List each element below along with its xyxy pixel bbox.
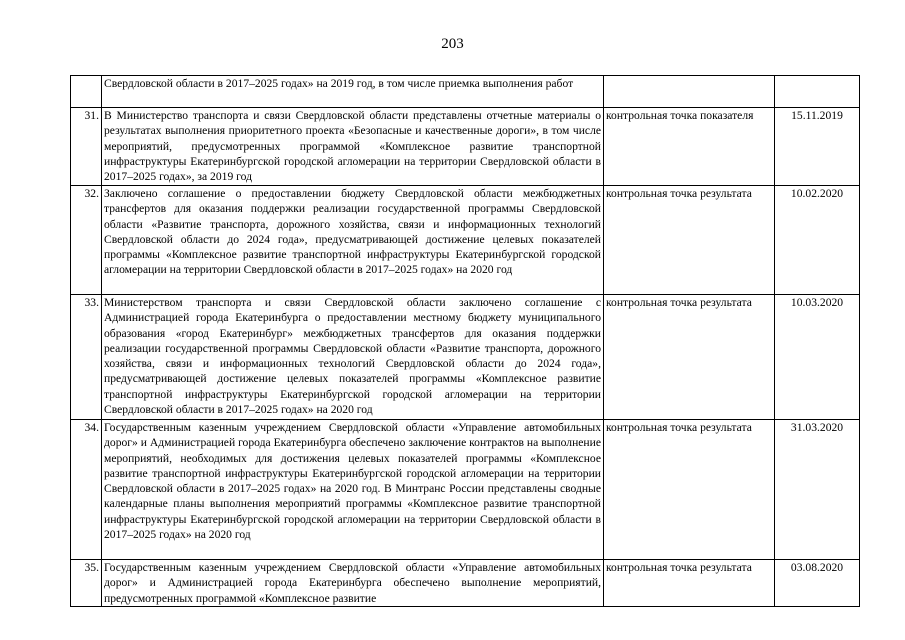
table-row xyxy=(71,295,860,420)
row-description: Государственным казенным учреждением Свердловской области «Управление автомобильных дорог» и Администрацией города Екатеринбурга обеспечено выполнение мероприятий, предусмотренных программой «Комплексное развитие xyxy=(102,560,604,607)
row-description: В Министерство транспорта и связи Свердловской области представлены отчетные материалы о результатах выполнения приоритетного проекта «Безопасные и качественные дороги», в том числе мероприятий, предусмотренных программой «Комплексное развитие транспортной инфраструктуры Екатеринбургской городской агломерации на территории Свердловской области в 2017–2025 годах», за 2019 год xyxy=(102,108,604,186)
row-number: 34. xyxy=(71,420,102,560)
row-description: Свердловской области в 2017–2025 годах» на 2019 год, в том числе приемка выполнения работ xyxy=(102,76,604,108)
table-row xyxy=(71,76,860,108)
row-description: Министерством транспорта и связи Свердловской области заключено соглашение с Администрацией города Екатеринбурга о предоставлении местному бюджету муниципального образования «город Екатеринбург» межбюджетных трансфертов для оказания поддержки реализации государственной программы Свердловской области «Развитие транспорта, дорожного хозяйства, связи и информационных технологий Свердловской области до 2024 года», предусматривающей достижение целевых показателей программы «Комплексное развитие транспортной инфраструктуры Екатеринбургской городской агломерации на территории Свердловской области в 2017–2025 годах» на 2020 год xyxy=(102,295,604,420)
row-date: 15.11.2019 xyxy=(775,108,860,186)
row-number: 31. xyxy=(71,108,102,186)
row-type: контрольная точка результата xyxy=(604,186,775,295)
row-number xyxy=(71,76,102,108)
row-date: 10.02.2020 xyxy=(775,186,860,295)
table-row xyxy=(71,108,860,186)
row-date: 10.03.2020 xyxy=(775,295,860,420)
row-number: 35. xyxy=(71,560,102,607)
row-description: Заключено соглашение о предоставлении бюджету Свердловской области межбюджетных трансфертов для оказания поддержки реализации государственной программы Свердловской области «Развитие транспорта, дорожного хозяйства, связи и информационных технологий Свердловской области до 2024 года», предусматривающей достижение целевых показателей программы «Комплексное развитие транспортной инфраструктуры Екатеринбургской городской агломерации на территории Свердловской области в 2017–2025 годах» на 2020 год xyxy=(102,186,604,295)
row-date: 03.08.2020 xyxy=(775,560,860,607)
table-row xyxy=(71,420,860,560)
row-type xyxy=(604,76,775,108)
row-number: 32. xyxy=(71,186,102,295)
row-type: контрольная точка результата xyxy=(604,560,775,607)
table-row xyxy=(71,186,860,295)
row-type: контрольная точка показателя xyxy=(604,108,775,186)
row-description: Государственным казенным учреждением Свердловской области «Управление автомобильных дорог» и Администрацией города Екатеринбурга обеспечено заключение контрактов на выполнение мероприятий, необходимых для достижения целевых показателей программы «Комплексное развитие транспортной инфраструктуры Екатеринбургской городской агломерации на территории Свердловской области в 2017–2025 годах» на 2020 год. В Минтранс России представлены сводные календарные планы выполнения мероприятий программы «Комплексное развитие транспортной инфраструктуры Екатеринбургской городской агломерации на территории Свердловской области в 2017–2025 годах» на 2020 год xyxy=(102,420,604,560)
row-type: контрольная точка результата xyxy=(604,420,775,560)
row-type: контрольная точка результата xyxy=(604,295,775,420)
control-points-table xyxy=(70,75,860,607)
row-date xyxy=(775,76,860,108)
row-number: 33. xyxy=(71,295,102,420)
table-row xyxy=(71,560,860,607)
row-date: 31.03.2020 xyxy=(775,420,860,560)
page-number: 203 xyxy=(441,36,464,52)
